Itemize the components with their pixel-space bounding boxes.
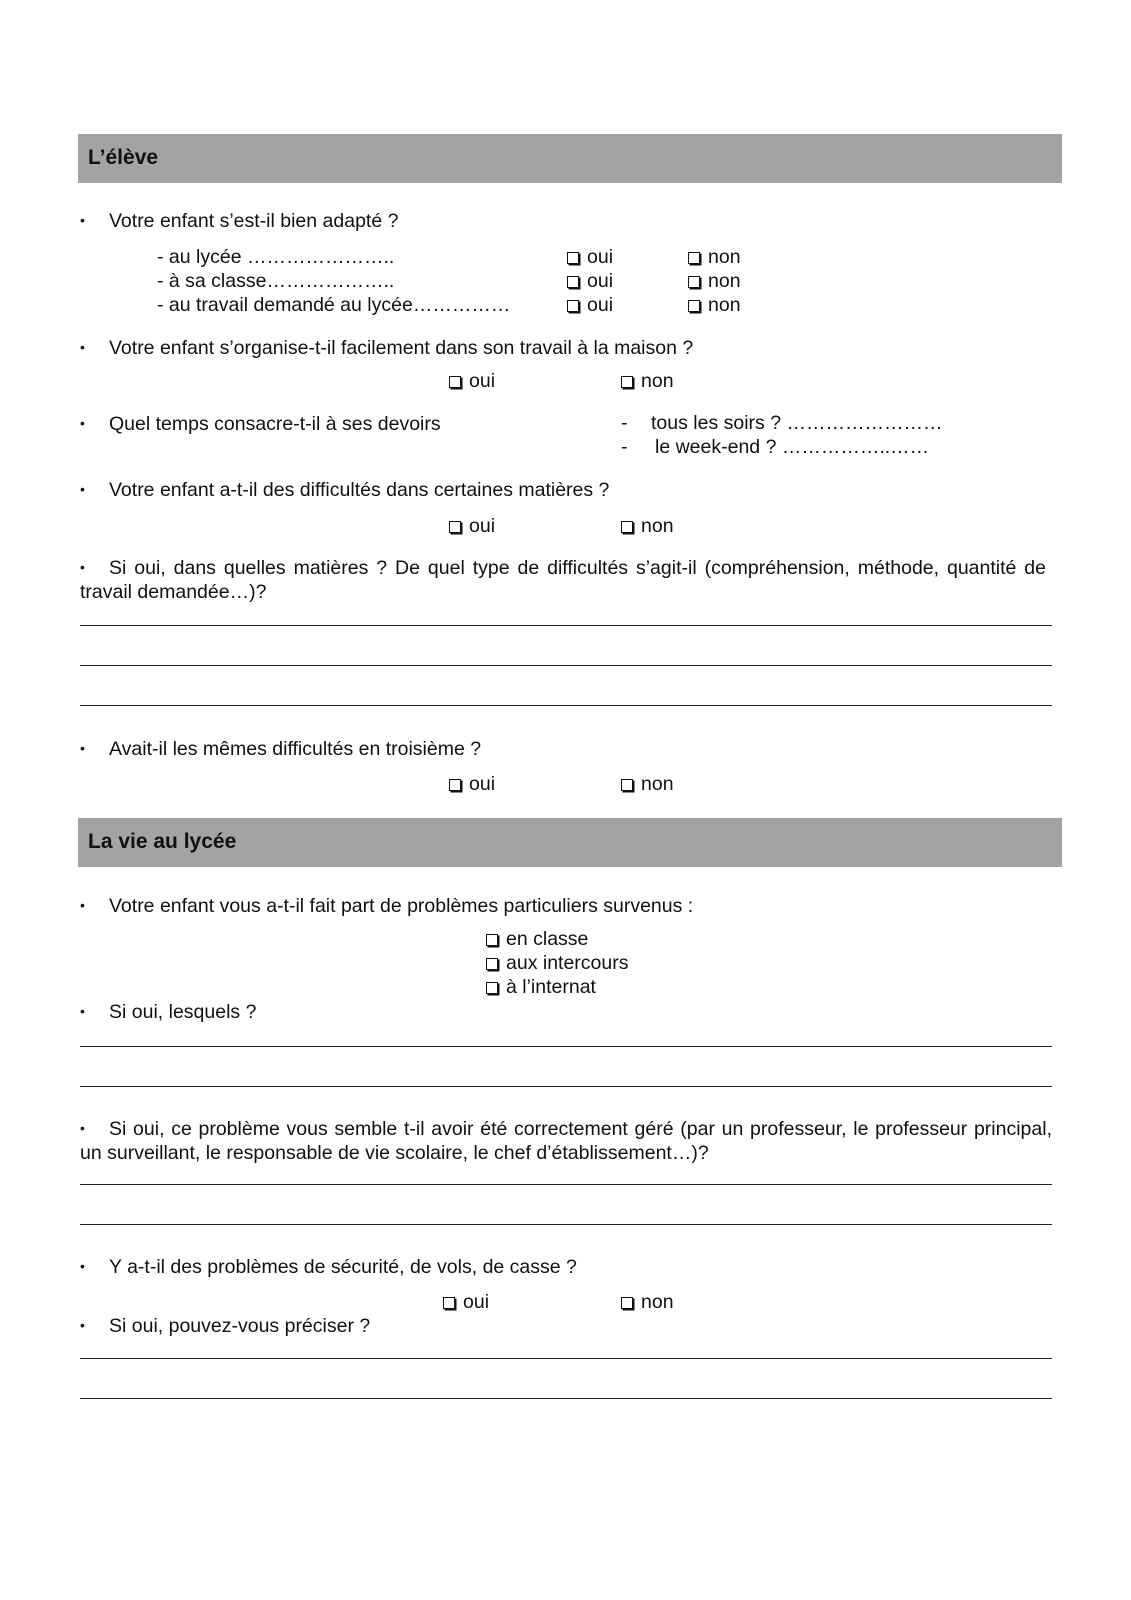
question-temps-devoirs: [80, 411, 441, 436]
question-organisation: [80, 335, 693, 360]
checkbox-icon: [443, 1297, 455, 1309]
checkbox-organisation-non[interactable]: [621, 369, 674, 393]
bullet: •: [80, 212, 85, 228]
row-label-lycee: - au lycée …………………..: [157, 246, 395, 268]
checkbox-icon: [449, 376, 461, 388]
checkbox-lycee-oui[interactable]: [567, 245, 613, 269]
question-text: Si oui, dans quelles matières ? De quel type de difficultés s’agit-il (compréhension, méthode, quantité de travail demandée…)?: [80, 557, 1046, 603]
question-text: Avait-il les mêmes difficultés en troisième ?: [109, 738, 482, 760]
checkbox-classe-non[interactable]: [688, 269, 741, 293]
question-text: Y a-t-il des problèmes de sécurité, de vols, de casse ?: [109, 1256, 577, 1278]
dash: -: [621, 436, 628, 458]
checkbox-icon: [688, 276, 700, 288]
question-text: Votre enfant s’organise-t-il facilement dans son travail à la maison ?: [109, 337, 694, 359]
checkbox-internat[interactable]: [486, 975, 596, 999]
question-text: Si oui, ce problème vous semble t-il avoir été correctement géré (par un professeur, le professeur principal, un surveillant, le responsable de vie scolaire, le chef d’établissement…)?: [80, 1118, 1052, 1164]
question-text: Votre enfant a-t-il des difficultés dans certaines matières ?: [109, 479, 610, 501]
checkbox-organisation-oui[interactable]: [449, 369, 495, 393]
checkbox-icon: [621, 521, 633, 533]
bullet: •: [80, 559, 85, 575]
question-text: Votre enfant vous a-t-il fait part de problèmes particuliers survenus :: [109, 895, 694, 917]
checkbox-label: oui: [463, 1291, 490, 1313]
checkbox-label: non: [641, 370, 674, 392]
question-problemes: [80, 893, 693, 918]
checkbox-en-classe[interactable]: [486, 927, 588, 951]
row-label-travail: - au travail demandé au lycée……………: [157, 294, 511, 316]
bullet: •: [80, 1317, 85, 1333]
bullet: •: [80, 1120, 85, 1136]
question-text: Si oui, lesquels ?: [109, 1001, 257, 1023]
bullet: •: [80, 1258, 85, 1274]
bullet: •: [80, 897, 85, 913]
question-text: Quel temps consacre-t-il à ses devoirs: [109, 413, 441, 435]
question-difficultes: [80, 477, 609, 502]
bullet: •: [80, 740, 85, 756]
checkbox-label: non: [641, 1291, 674, 1313]
section-header-eleve: [78, 134, 1062, 183]
answer-line[interactable]: [80, 1086, 1052, 1087]
answer-line[interactable]: [80, 1224, 1052, 1225]
checkbox-icon: [567, 252, 579, 264]
checkbox-icon: [621, 376, 633, 388]
checkbox-icon: [567, 276, 579, 288]
checkbox-icon: [486, 958, 498, 970]
checkbox-securite-non[interactable]: [621, 1290, 674, 1314]
question-matieres: [80, 555, 1046, 604]
checkbox-icon: [449, 779, 461, 791]
section-title: L’élève: [88, 146, 159, 169]
section-title: La vie au lycée: [88, 830, 237, 853]
checkbox-aux-intercours[interactable]: [486, 951, 628, 975]
answer-line[interactable]: [80, 1184, 1052, 1185]
answer-line[interactable]: [80, 1358, 1052, 1359]
checkbox-icon: [688, 300, 700, 312]
checkbox-securite-oui[interactable]: [443, 1290, 489, 1314]
checkbox-label: non: [708, 270, 741, 292]
checkbox-label: oui: [587, 270, 614, 292]
bullet: •: [80, 1003, 85, 1019]
checkbox-icon: [486, 934, 498, 946]
checkbox-icon: [621, 779, 633, 791]
question-text: Si oui, pouvez-vous préciser ?: [109, 1315, 371, 1337]
checkbox-label: non: [641, 773, 674, 795]
checkbox-travail-non[interactable]: [688, 293, 741, 317]
question-adaptation: [80, 208, 398, 233]
checkbox-classe-oui[interactable]: [567, 269, 613, 293]
checkbox-label: non: [708, 294, 741, 316]
row-label-classe: - à sa classe………………..: [157, 270, 395, 292]
answer-line[interactable]: [80, 665, 1052, 666]
section-header-vie-lycee: [78, 818, 1062, 867]
checkbox-label: oui: [587, 294, 614, 316]
answer-line[interactable]: [80, 625, 1052, 626]
checkbox-travail-oui[interactable]: [567, 293, 613, 317]
checkbox-icon: [621, 1297, 633, 1309]
answer-line[interactable]: [80, 705, 1052, 706]
option-week-end: le week-end ? ……………..……: [655, 436, 930, 458]
bullet: •: [80, 415, 85, 431]
checkbox-label: oui: [469, 773, 496, 795]
dash: -: [621, 412, 628, 434]
answer-line[interactable]: [80, 1398, 1052, 1399]
checkbox-label: aux intercours: [506, 952, 629, 974]
question-securite: [80, 1254, 577, 1279]
question-preciser: [80, 1313, 370, 1338]
checkbox-troisieme-oui[interactable]: [449, 772, 495, 796]
checkbox-icon: [688, 252, 700, 264]
question-gestion-probleme: [80, 1116, 1052, 1165]
checkbox-label: non: [641, 515, 674, 537]
checkbox-label: oui: [469, 370, 496, 392]
checkbox-label: oui: [587, 246, 614, 268]
checkbox-label: non: [708, 246, 741, 268]
question-lesquels: [80, 999, 256, 1024]
checkbox-icon: [486, 982, 498, 994]
question-troisieme: [80, 736, 481, 761]
checkbox-difficultes-non[interactable]: [621, 514, 674, 538]
bullet: •: [80, 481, 85, 497]
checkbox-label: en classe: [506, 928, 589, 950]
checkbox-icon: [449, 521, 461, 533]
checkbox-lycee-non[interactable]: [688, 245, 741, 269]
checkbox-troisieme-non[interactable]: [621, 772, 674, 796]
checkbox-difficultes-oui[interactable]: [449, 514, 495, 538]
checkbox-icon: [567, 300, 579, 312]
question-text: Votre enfant s’est-il bien adapté ?: [109, 210, 399, 232]
option-tous-les-soirs: tous les soirs ? ……………………: [651, 412, 943, 434]
checkbox-label: oui: [469, 515, 496, 537]
answer-line[interactable]: [80, 1046, 1052, 1047]
bullet: •: [80, 339, 85, 355]
checkbox-label: à l’internat: [506, 976, 596, 998]
